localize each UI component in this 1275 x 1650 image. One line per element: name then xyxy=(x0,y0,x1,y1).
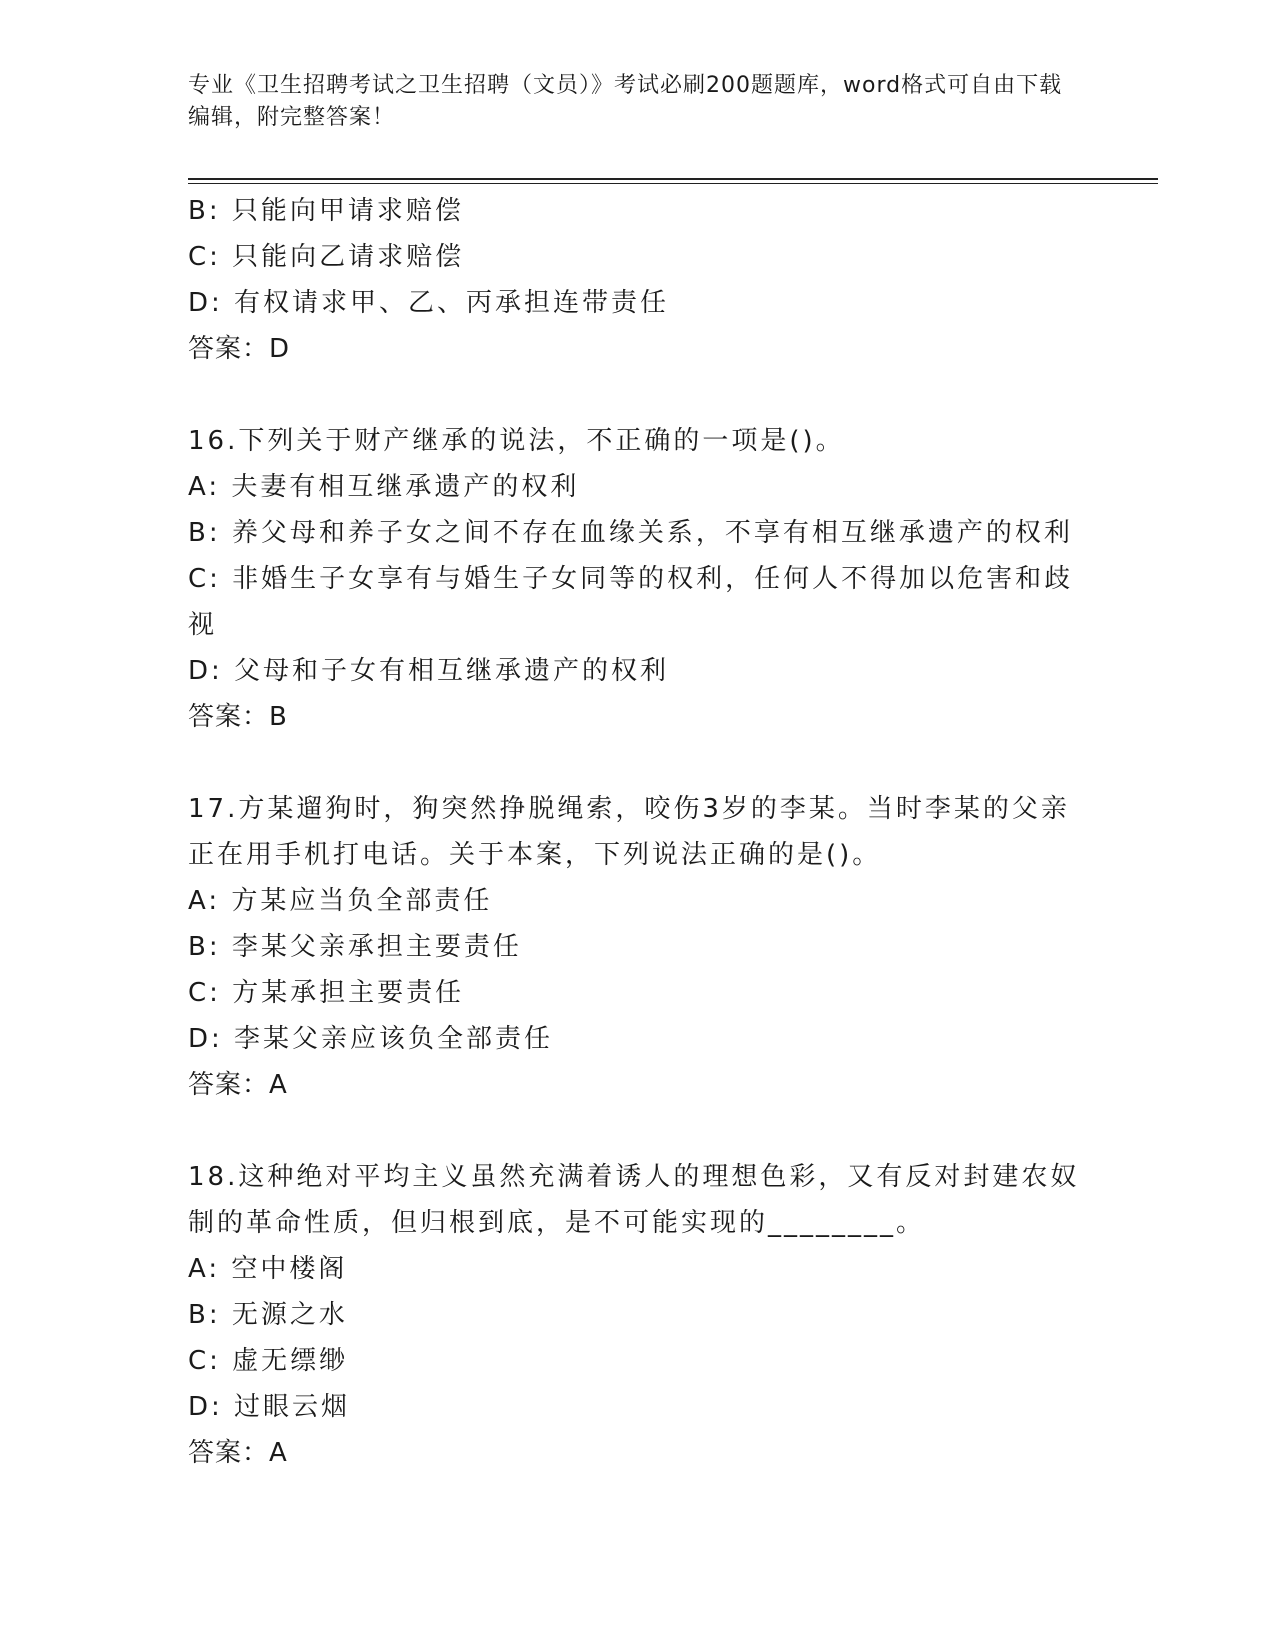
question-18 xyxy=(188,1154,1088,1476)
option-c: C: 只能向乙请求赔偿 xyxy=(188,242,465,272)
answer: 答案：A xyxy=(188,1438,288,1468)
option-d: D: 过眼云烟 xyxy=(188,1392,351,1422)
previous-question-tail xyxy=(188,188,1088,372)
option-b: B: 只能向甲请求赔偿 xyxy=(188,196,464,226)
question-list xyxy=(188,188,1088,1476)
question-stem: 16.下列关于财产继承的说法，不正确的一项是()。 xyxy=(188,426,845,456)
option-d: D: 李某父亲应该负全部责任 xyxy=(188,1024,554,1054)
option-a: A: 空中楼阁 xyxy=(188,1254,348,1284)
option-b: B: 无源之水 xyxy=(188,1300,348,1330)
answer: 答案：A xyxy=(188,1070,288,1100)
option-c: C: 非婚生子女享有与婚生子女同等的权利，任何人不得加以危害和歧 xyxy=(188,564,1074,594)
option-b: B: 李某父亲承担主要责任 xyxy=(188,932,522,962)
option-d: D: 有权请求甲、乙、丙承担连带责任 xyxy=(188,288,670,318)
option-a: A: 夫妻有相互继承遗产的权利 xyxy=(188,472,580,502)
question-16 xyxy=(188,418,1088,740)
option-b: B: 养父母和养子女之间不存在血缘关系，不享有相互继承遗产的权利 xyxy=(188,518,1073,548)
option-a: A: 方某应当负全部责任 xyxy=(188,886,493,916)
answer: 答案：D xyxy=(188,334,291,364)
header-divider xyxy=(188,178,1158,180)
option-c: C: 方某承担主要责任 xyxy=(188,978,465,1008)
question-stem: 17.方某遛狗时，狗突然挣脱绳索，咬伤3岁的李某。当时李某的父亲 xyxy=(188,794,1070,824)
header-divider-thin xyxy=(188,183,1158,184)
option-d: D: 父母和子女有相互继承遗产的权利 xyxy=(188,656,670,686)
document-header: 专业《卫生招聘考试之卫生招聘（文员）》考试必刷200题题库，word格式可自由下载编辑，附完整答案！ xyxy=(188,73,1063,130)
option-c: C: 虚无缥缈 xyxy=(188,1346,349,1376)
question-stem-continued: 正在用手机打电话。关于本案，下列说法正确的是()。 xyxy=(188,840,882,870)
question-stem: 18.这种绝对平均主义虽然充满着诱人的理想色彩，又有反对封建农奴 xyxy=(188,1162,1080,1192)
question-17 xyxy=(188,786,1088,1108)
answer: 答案：B xyxy=(188,702,288,732)
option-c-continued: 视 xyxy=(188,610,218,640)
question-stem-continued: 制的革命性质，但归根到底，是不可能实现的________。 xyxy=(188,1208,926,1238)
